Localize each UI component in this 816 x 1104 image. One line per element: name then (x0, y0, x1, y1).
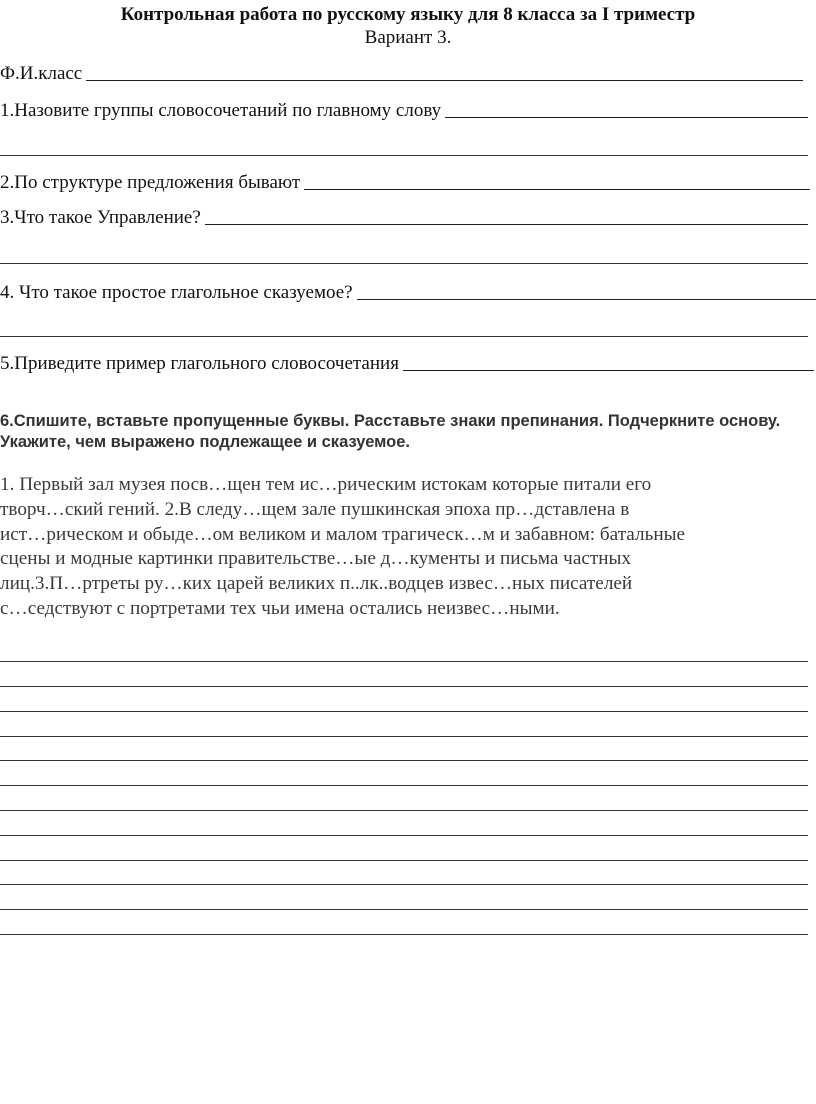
question-3-extra-line[interactable] (0, 263, 808, 264)
task-6-instruction: 6.Спишите, вставьте пропущенные буквы. Расставьте знаки препинания. Подчеркните основу. Укажите, чем выражено подлежащее и сказуемое. (0, 412, 781, 451)
answer-line[interactable] (0, 934, 808, 935)
task-6-text (0, 473, 790, 622)
question-4-label: 4. Что такое простое глагольное сказуемое? (0, 282, 353, 303)
task-6-text-line: лиц.3.П…ртреты ру…ких царей великих п..лк..водцев извес…ных писателей (0, 573, 633, 595)
question-1-answer-line[interactable] (445, 116, 808, 118)
question-2[interactable] (0, 171, 810, 195)
answer-line[interactable] (0, 711, 808, 712)
question-5[interactable] (0, 352, 814, 376)
page-title: Контрольная работа по русскому языку для 8 класса за I триместр (120, 4, 696, 25)
task-6-text-line: с…седствуют с портретами тех чьи имена остались неизвес…ными. (0, 597, 560, 619)
question-5-answer-line[interactable] (403, 369, 814, 371)
task-6-text-line: 1. Первый зал музея посв…щен тем ис…рическим истокам которые питали его (0, 474, 652, 495)
question-2-answer-line[interactable] (304, 188, 810, 190)
variant-label: Вариант 3. (364, 27, 452, 48)
question-4-answer-line[interactable] (357, 298, 816, 300)
answer-line[interactable] (0, 909, 808, 910)
question-5-label: 5.Приведите пример глагольного словосочетания (0, 353, 399, 374)
fio-label: Ф.И.класс (0, 63, 83, 84)
answer-line[interactable] (0, 785, 808, 786)
answer-line[interactable] (0, 736, 808, 737)
question-4[interactable] (0, 281, 816, 305)
answer-line[interactable] (0, 884, 808, 885)
question-1[interactable] (0, 99, 808, 123)
question-4-extra-line[interactable] (0, 336, 808, 337)
question-2-label: 2.По структуре предложения бывают (0, 172, 301, 193)
task-6-text-line: творч…ский гений. 2.В следу…щем зале пушкинская эпоха пр…дставлена в (0, 498, 630, 520)
answer-line[interactable] (0, 686, 808, 687)
fio-field[interactable] (0, 62, 803, 86)
fio-answer-line[interactable] (86, 79, 803, 81)
answer-line[interactable] (0, 661, 808, 662)
question-3-answer-line[interactable] (205, 223, 808, 225)
task-6-text-line: сцены и модные картинки правительстве…ые д…кументы и письма частных (0, 548, 631, 570)
answer-line[interactable] (0, 760, 808, 761)
answer-line[interactable] (0, 860, 808, 861)
question-1-extra-line[interactable] (0, 155, 808, 156)
question-1-label: 1.Назовите группы словосочетаний по главному слову (0, 100, 442, 121)
task-6-text-line: ист…рическом и обыде…ом великом и малом трагическ…м и забавном: батальные (0, 523, 685, 545)
question-3[interactable] (0, 206, 808, 230)
question-3-label: 3.Что такое Управление? (0, 207, 201, 228)
answer-line[interactable] (0, 835, 808, 836)
answer-line[interactable] (0, 810, 808, 811)
